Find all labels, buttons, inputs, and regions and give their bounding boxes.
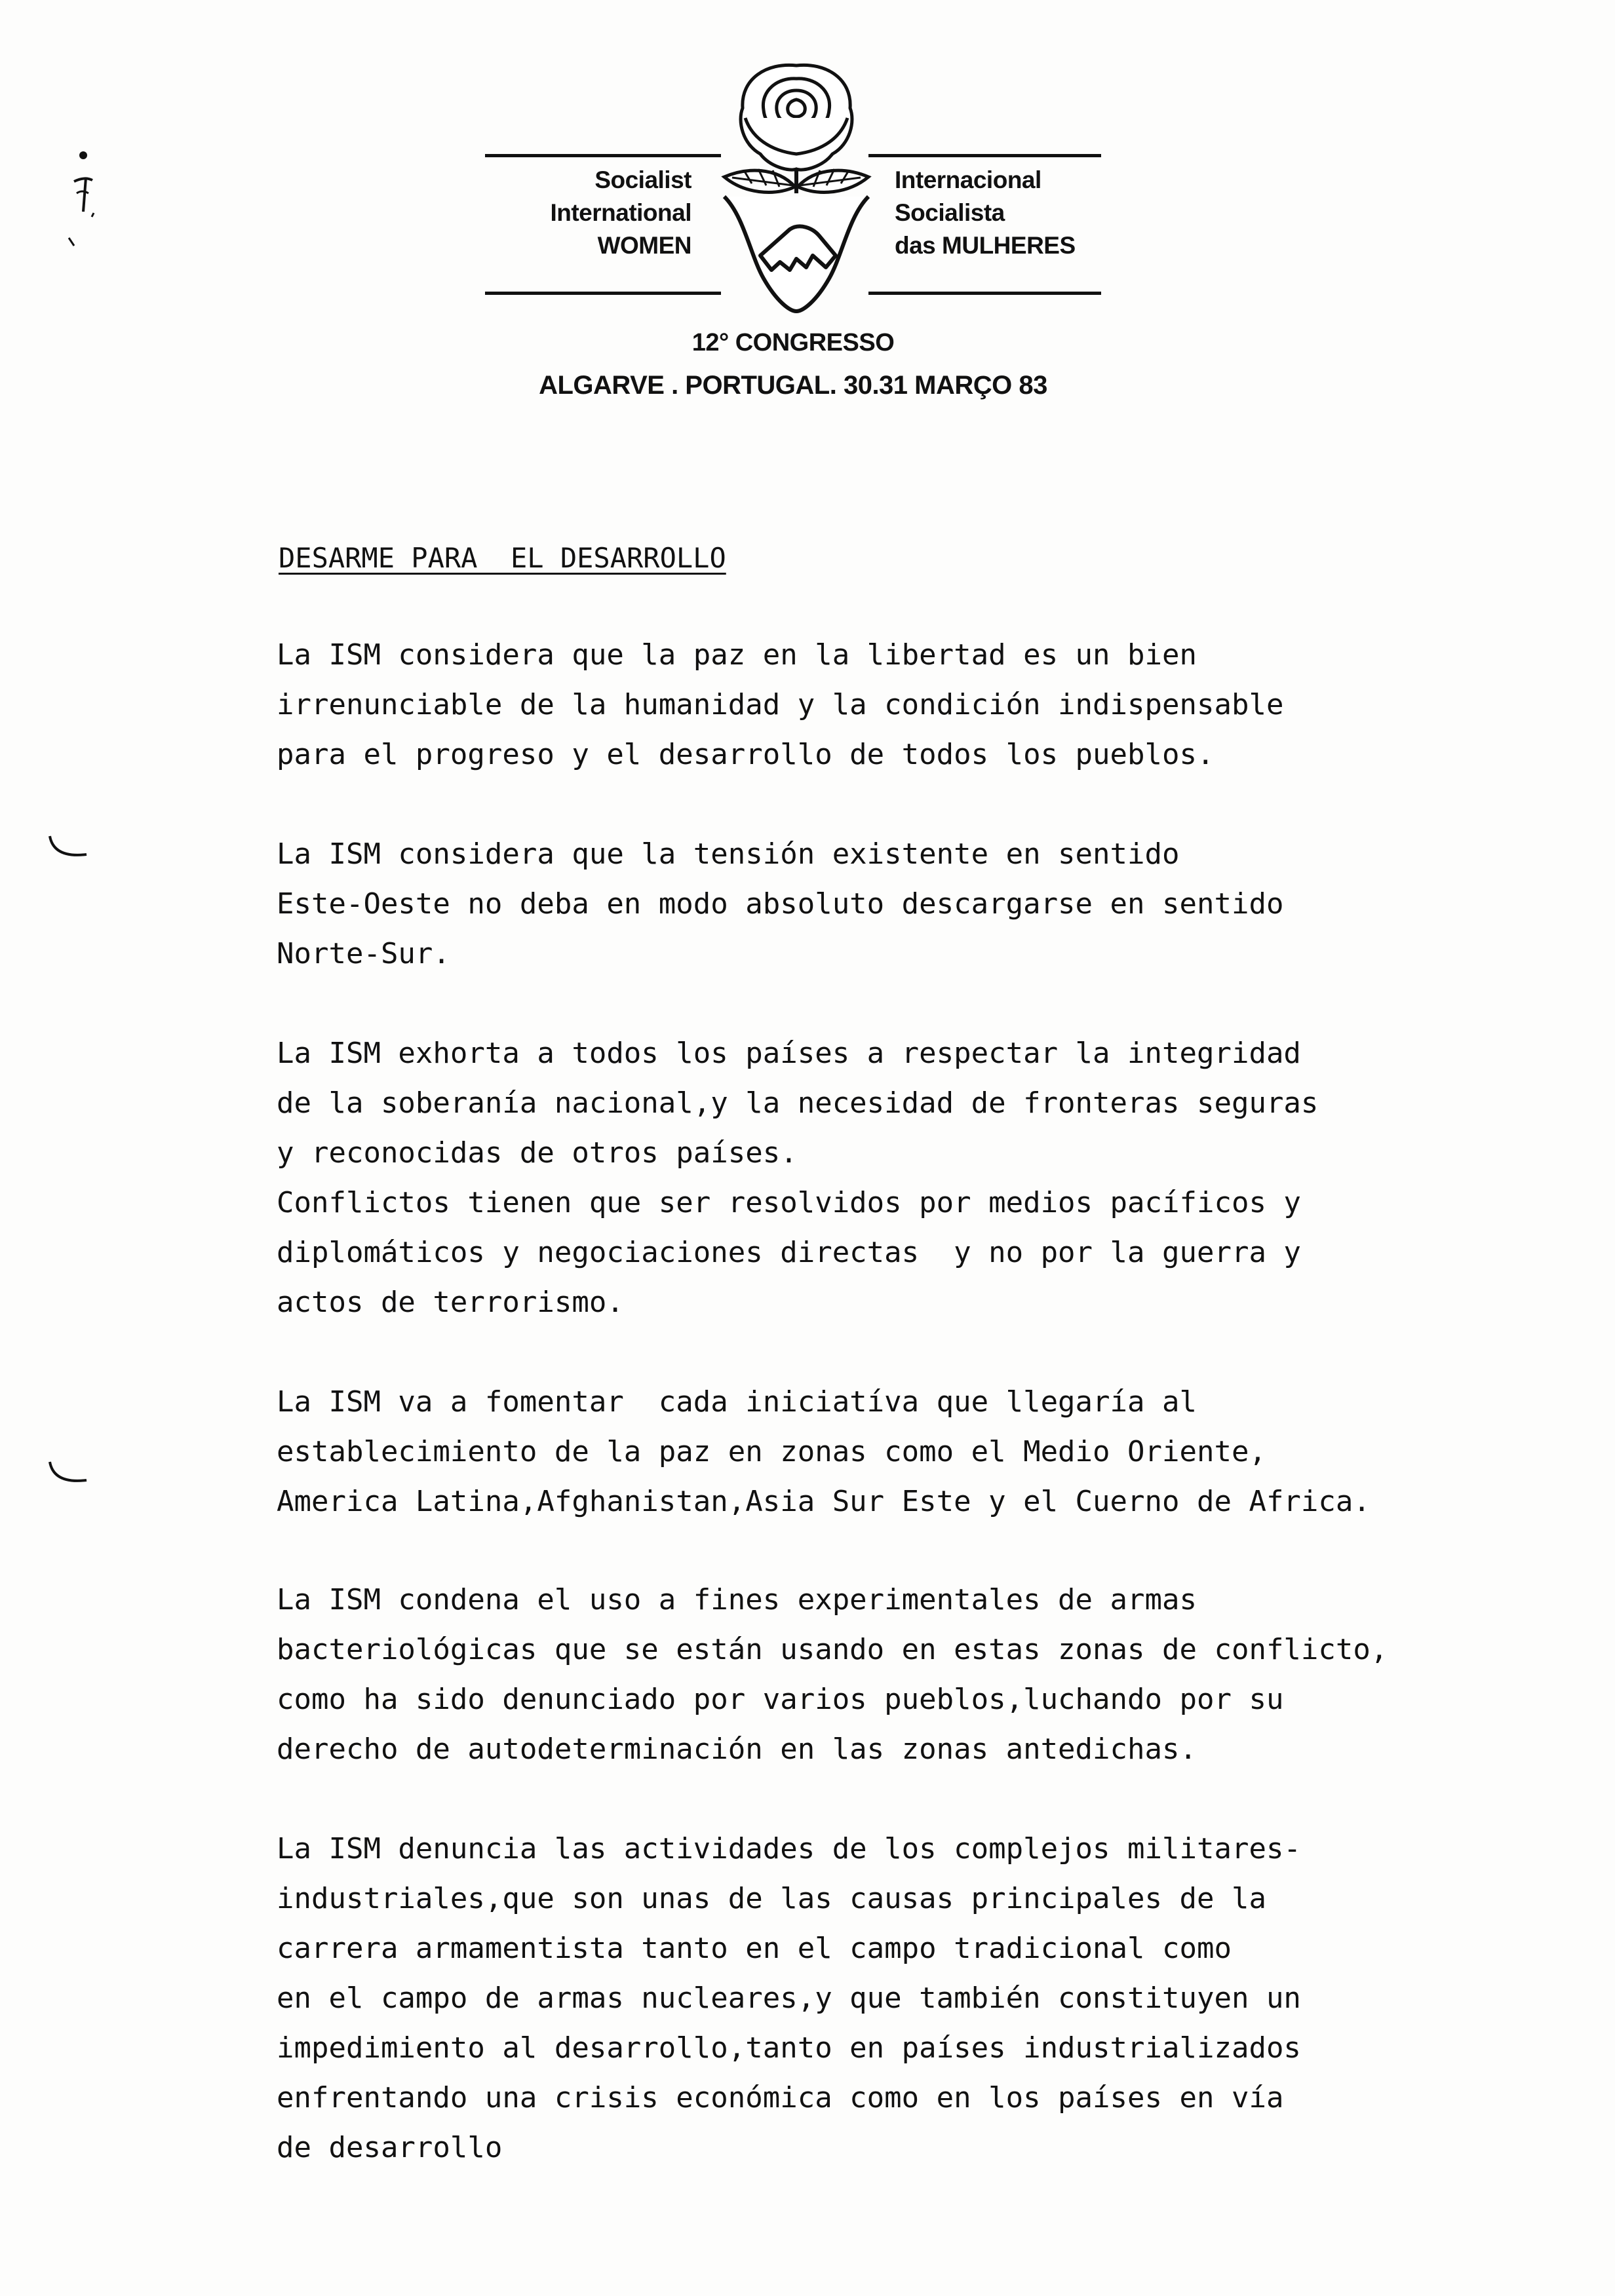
text-line: actos de terrorismo. — [277, 1286, 624, 1319]
document-title: DESARME PARA EL DESARROLLO — [279, 542, 726, 574]
text-line: diplomáticos y negociaciones directas y no por la guerra y — [277, 1236, 1301, 1269]
text-line: La ISM va a fomentar cada iniciatíva que llegaría al — [277, 1385, 1197, 1419]
org-name-line: Internacional — [895, 166, 1041, 193]
handwritten-mark-icon — [62, 147, 108, 259]
letterhead-rule — [868, 154, 1101, 157]
text-line: industriales,que son unas de las causas principales de la — [277, 1882, 1266, 1915]
text-line: La ISM considera que la tensión existente en sentido — [277, 837, 1180, 871]
text-line: de la soberanía nacional,y la necesidad de fronteras seguras — [277, 1086, 1319, 1120]
paragraph-east-west-tension — [277, 830, 1561, 979]
paragraph-peace-initiatives — [277, 1377, 1561, 1527]
organization-name-portuguese — [895, 164, 1104, 262]
text-line: Norte-Sur. — [277, 937, 450, 970]
text-line: carrera armamentista tanto en el campo tradicional como — [277, 1932, 1232, 1965]
letterhead-rule — [868, 292, 1101, 295]
text-line: Este-Oeste no deba en modo absoluto descargarse en sentido — [277, 887, 1284, 921]
text-line: Conflictos tienen que ser resolvidos por medios pacíficos y — [277, 1186, 1301, 1219]
org-name-line: International — [550, 199, 691, 226]
text-line: para el progreso y el desarrollo de todos los pueblos. — [277, 738, 1215, 771]
organization-name-english — [482, 164, 691, 262]
text-line: de desarrollo — [277, 2131, 503, 2164]
text-line: impedimiento al desarrollo,tanto en países industrializados — [277, 2031, 1301, 2065]
paragraph-military-industrial — [277, 1824, 1561, 2173]
text-line: bacteriológicas que se están usando en estas zonas de conflicto, — [277, 1633, 1388, 1666]
text-line: enfrentando una crisis económica como en los países en vía — [277, 2081, 1284, 2114]
org-name-line: WOMEN — [597, 232, 691, 259]
letterhead — [485, 59, 1101, 400]
text-line: irrenunciable de la humanidad y la condición indispensable — [277, 688, 1284, 721]
text-line: establecimiento de la paz en zonas como el Medio Oriente, — [277, 1435, 1266, 1468]
text-line: America Latina,Afghanistan,Asia Sur Este y el Cuerno de Africa. — [277, 1485, 1371, 1518]
text-line: La ISM considera que la paz en la libertad es un bien — [277, 638, 1197, 672]
text-line: en el campo de armas nucleares,y que también constituyen un — [277, 1981, 1301, 2015]
congress-location-date: ALGARVE . PORTUGAL. 30.31 MARÇO 83 — [539, 371, 1047, 400]
letterhead-rule — [485, 292, 721, 295]
margin-bracket-icon — [46, 832, 92, 865]
text-line: derecho de autodeterminación en las zonas antedichas. — [277, 1732, 1197, 1766]
congress-number: 12° CONGRESSO — [691, 329, 895, 356]
org-name-line: Socialista — [895, 199, 1005, 226]
text-line: La ISM condena el uso a fines experimentales de armas — [277, 1583, 1197, 1617]
text-line: La ISM denuncia las actividades de los complejos militares- — [277, 1832, 1301, 1866]
text-line: La ISM exhorta a todos los países a respectar la integridad — [277, 1037, 1301, 1070]
rose-and-handshake-icon — [698, 59, 895, 315]
text-line: como ha sido denunciado por varios pueblos,luchando por su — [277, 1683, 1284, 1716]
paragraph-sovereignty — [277, 1029, 1561, 1328]
paragraph-bacteriological-weapons — [277, 1575, 1561, 1774]
text-line: y reconocidas de otros países. — [277, 1136, 798, 1170]
margin-bracket-icon — [46, 1458, 92, 1491]
letterhead-rule — [485, 154, 721, 157]
org-name-line: das MULHERES — [895, 232, 1076, 259]
org-name-line: Socialist — [594, 166, 691, 193]
paragraph-peace-freedom — [277, 630, 1561, 780]
